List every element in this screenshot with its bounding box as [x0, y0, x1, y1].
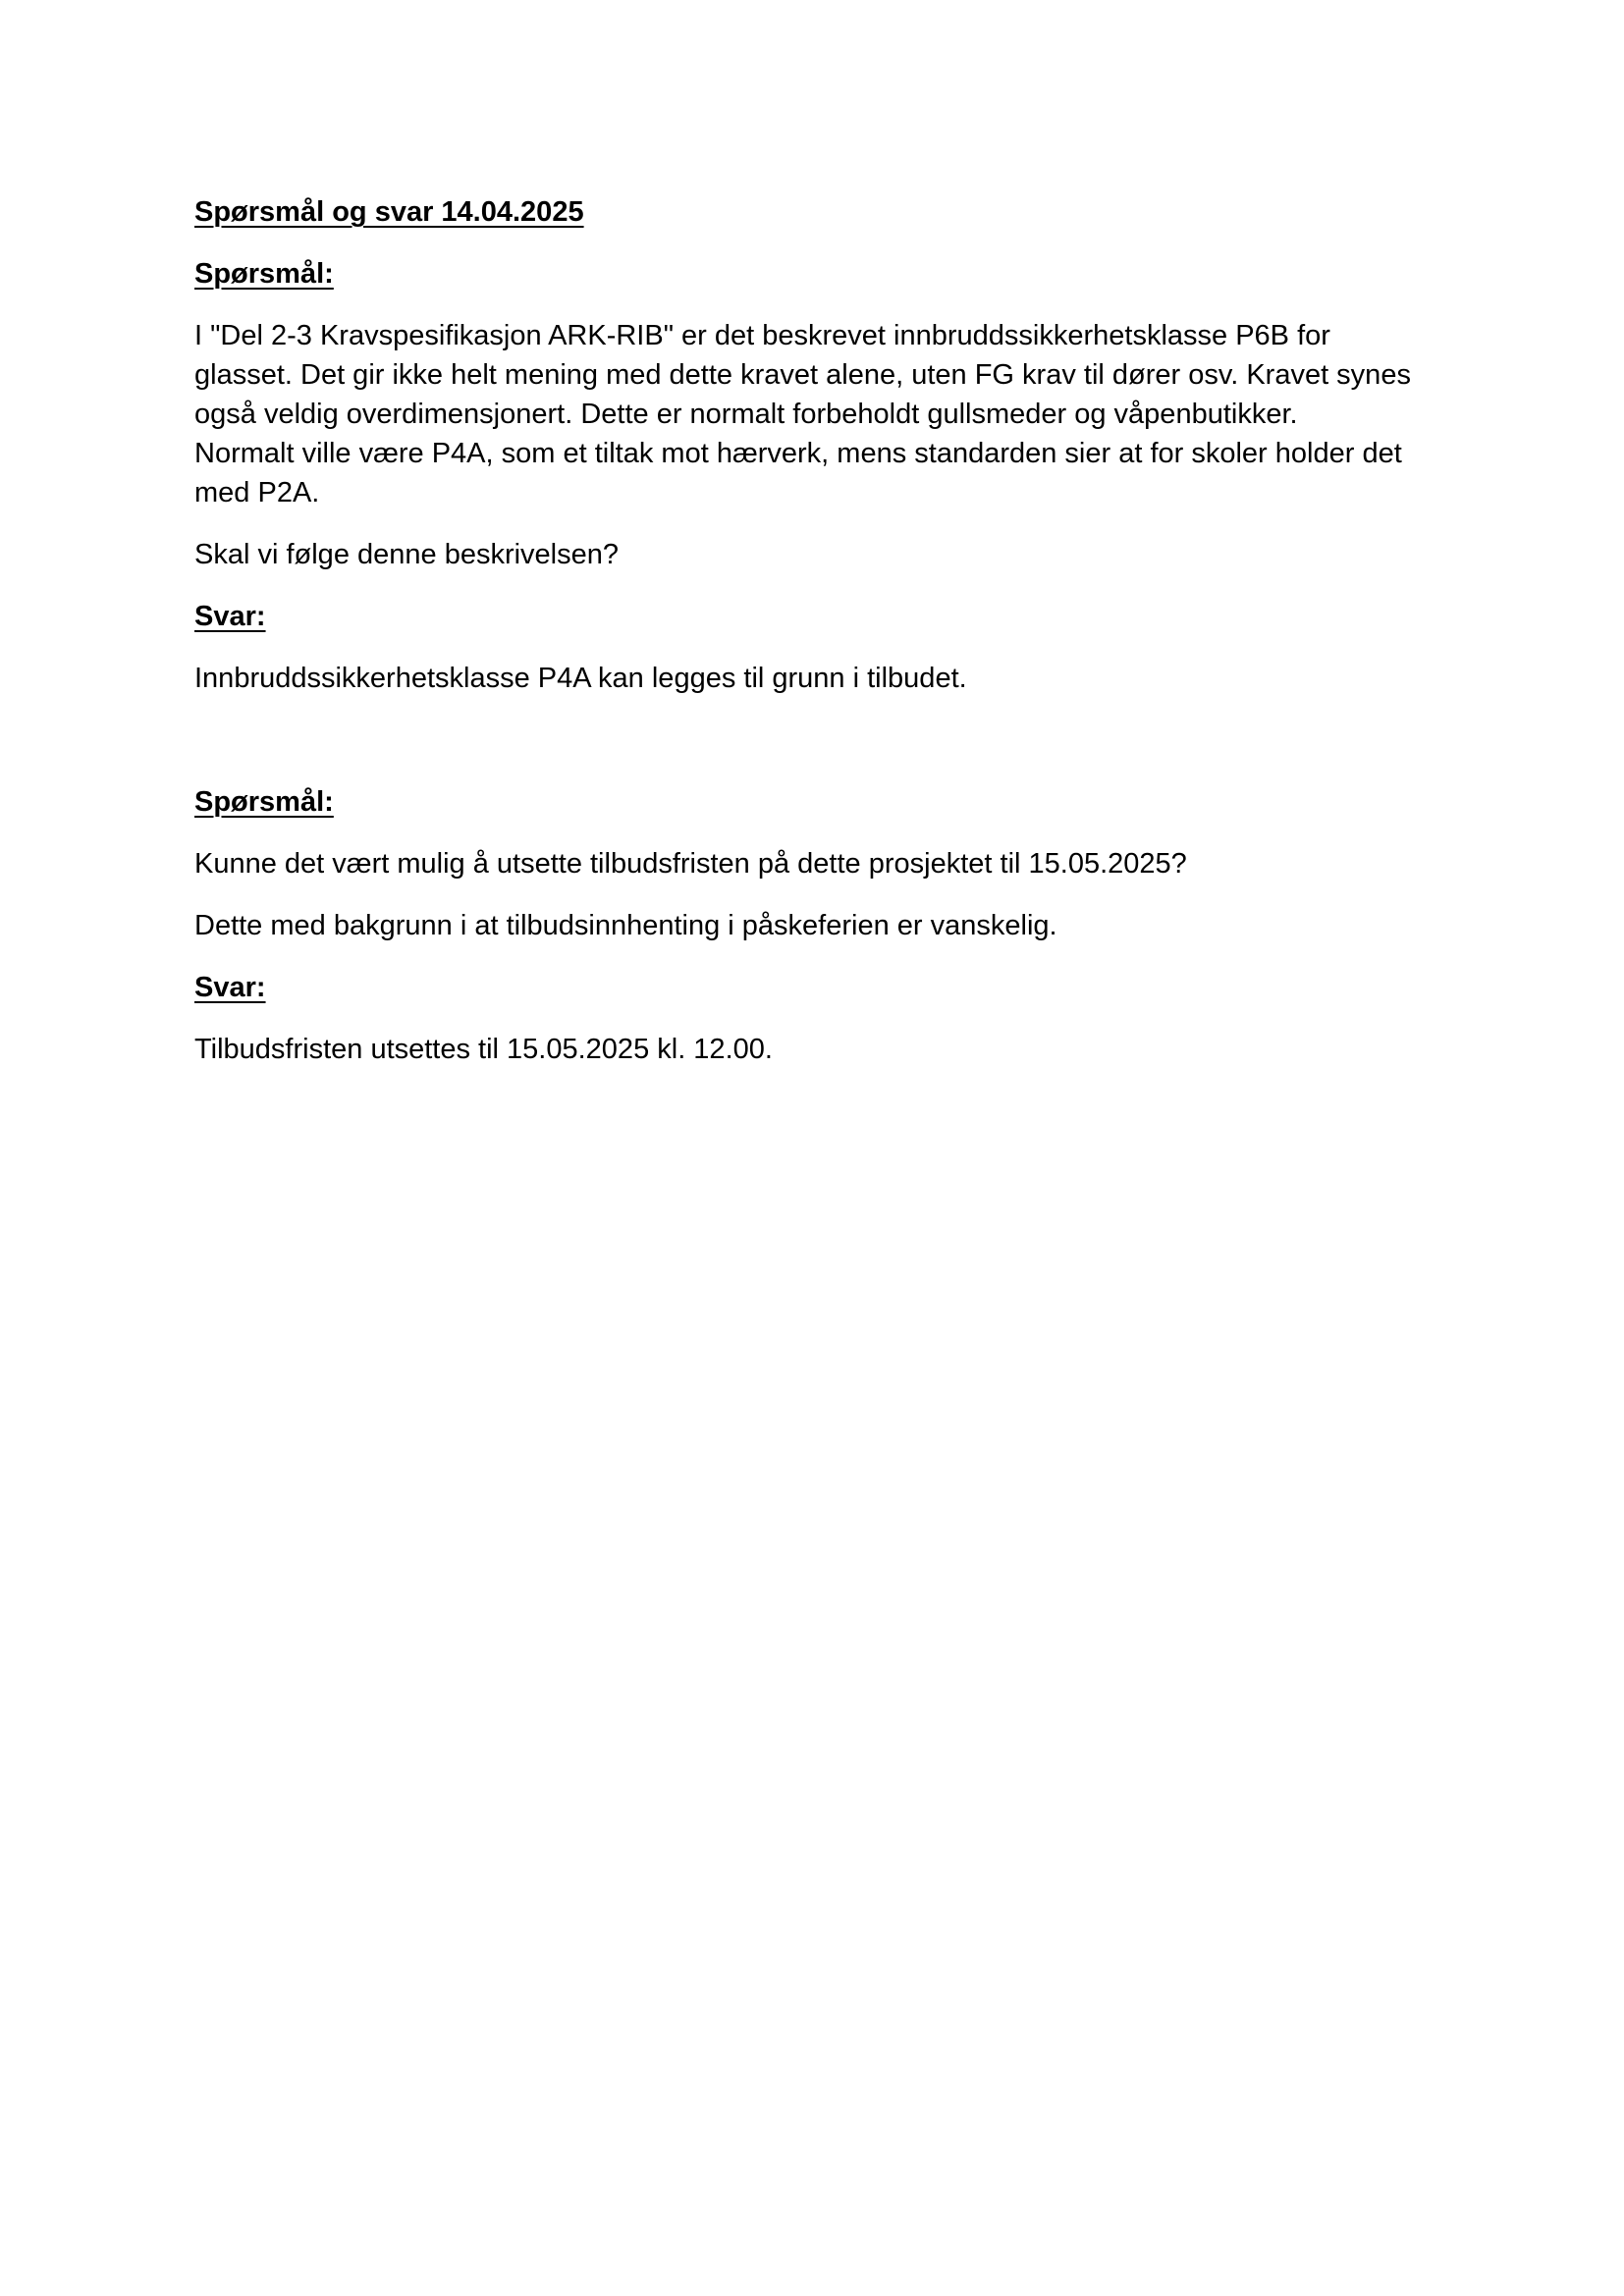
question-text: Kunne det vært mulig å utsette tilbudsfristen på dette prosjektet til 15.05.2025? [194, 848, 1187, 880]
answer-heading: Svar: [194, 972, 266, 1003]
answer-heading: Svar: [194, 601, 266, 632]
question-followup: Skal vi følge denne beskrivelsen? [194, 539, 620, 570]
document-title: Spørsmål og svar 14.04.2025 [194, 196, 584, 228]
question-line: glasset. Det gir ikke helt mening med dette kravet alene, uten FG krav til dører osv. Kravet synes [194, 359, 1411, 391]
answer-text: Tilbudsfristen utsettes til 15.05.2025 kl. 12.00. [194, 1034, 773, 1065]
question-line: I "Del 2-3 Kravspesifikasjon ARK-RIB" er det beskrevet innbruddssikkerhetsklasse P6B for [194, 320, 1330, 351]
question-heading: Spørsmål: [194, 258, 334, 290]
qa-section-1 [194, 254, 1441, 698]
question-line: med P2A. [194, 477, 320, 508]
question-line: Normalt ville være P4A, som et tiltak mot hærverk, mens standarden sier at for skoler holder det [194, 438, 1402, 469]
question-heading: Spørsmål: [194, 786, 334, 818]
document-body [194, 192, 1441, 1069]
question-followup: Dette med bakgrunn i at tilbudsinnhenting i påskeferien er vanskelig. [194, 910, 1057, 941]
qa-section-2 [194, 782, 1441, 1069]
question-line: også veldig overdimensjonert. Dette er normalt forbeholdt gullsmeder og våpenbutikker. [194, 399, 1298, 430]
question-text [194, 316, 1441, 512]
answer-text: Innbruddssikkerhetsklasse P4A kan legges til grunn i tilbudet. [194, 663, 967, 694]
